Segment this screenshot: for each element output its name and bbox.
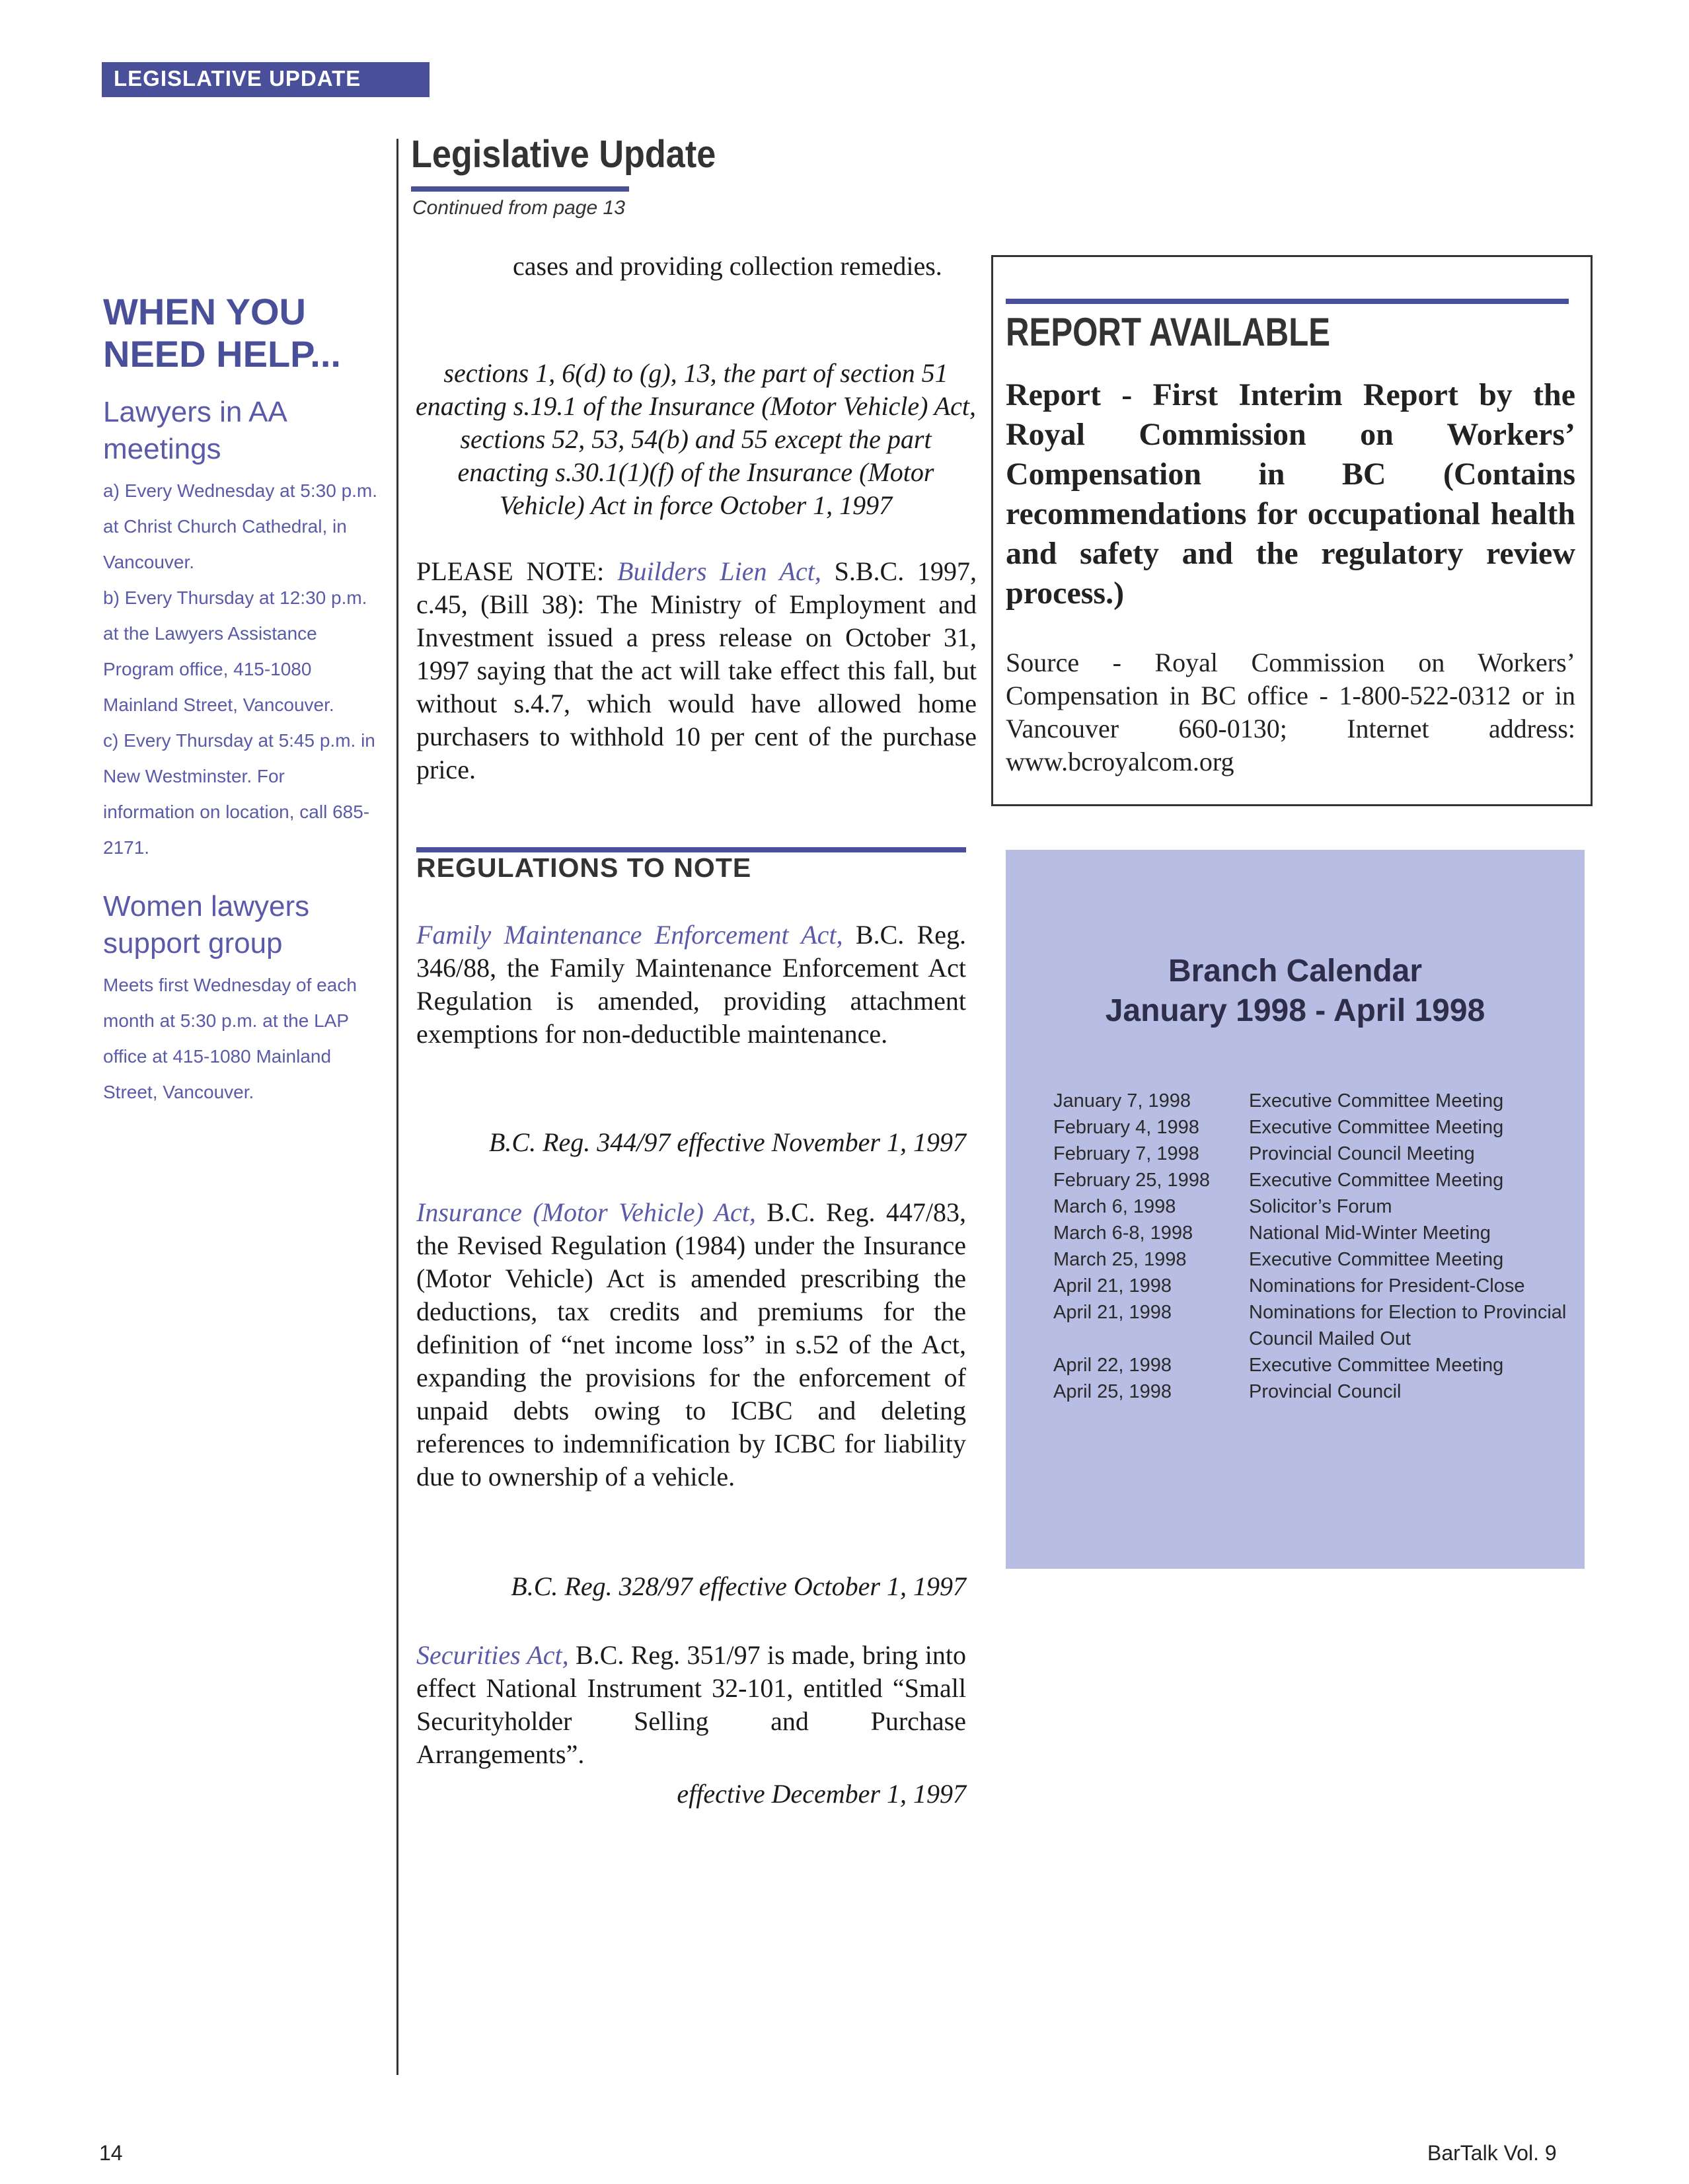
calendar-title [1006,952,1585,1031]
please-note-act: Builders Lien Act, [617,556,821,586]
sidebar-group-women [103,888,381,1110]
section-tag-rule [102,95,430,97]
regulation-text: B.C. Reg. 346/88, the Family Maintenance Enforcement Act Regulation is amended, providing attachment exemptions for non-deductible maintenance. [416,920,967,1049]
report-heading: REPORT AVAILABLE [1006,310,1331,354]
calendar-entry [1053,1299,1569,1352]
regulation-item [416,1196,966,1493]
calendar-event: Provincial Council [1249,1381,1402,1402]
calendar-date: February 4, 1998 [1053,1117,1199,1138]
calendar-date: March 6-8, 1998 [1053,1223,1193,1244]
calendar-entry [1053,1246,1569,1273]
regulations-rule [416,847,966,852]
calendar-title-line2: January 1998 - April 1998 [1105,993,1485,1028]
calendar-date: April 21, 1998 [1053,1275,1172,1297]
page-title: Legislative Update [411,133,716,176]
calendar-date: January 7, 1998 [1053,1090,1191,1111]
sidebar-item: b) Every Thursday at 12:30 p.m. at the Lawyers Assistance Program office, 415-1080 Mainland Street, Vancouver. [103,587,367,715]
sidebar-group-title: Women lawyers support group [103,890,310,960]
calendar-entry [1053,1193,1569,1220]
calendar-entry [1053,1352,1569,1378]
regulation-item [416,1639,966,1771]
calendar-date: April 25, 1998 [1053,1381,1172,1402]
calendar-event: Provincial Council Meeting [1249,1143,1475,1164]
sidebar-heading: WHEN YOU NEED HELP... [103,291,341,375]
calendar-event: Executive Committee Meeting [1249,1355,1504,1376]
regulation-effective: B.C. Reg. 328/97 effective October 1, 1997 [511,1571,966,1601]
sidebar-group-title: Lawyers in AA meetings [103,396,286,465]
calendar-event: Executive Committee Meeting [1249,1117,1504,1138]
calendar-title-line1: Branch Calendar [1168,954,1423,989]
regulation-item [416,919,966,1051]
sidebar-group-aa [103,394,381,866]
sidebar-item: a) Every Wednesday at 5:30 p.m. at Christ Church Cathedral, in Vancouver. [103,480,378,572]
calendar-event: National Mid-Winter Meeting [1249,1223,1491,1244]
regulation-act: Family Maintenance Enforcement Act, [416,920,843,950]
calendar-event: Executive Committee Meeting [1249,1170,1504,1191]
calendar-entry [1053,1141,1569,1167]
calendar-date: April 21, 1998 [1053,1302,1172,1323]
regulations-heading: REGULATIONS TO NOTE [416,852,752,883]
regulation-effective: B.C. Reg. 344/97 effective November 1, 1997 [488,1127,966,1157]
calendar-date: February 7, 1998 [1053,1143,1199,1164]
calendar-event: Executive Committee Meeting [1249,1090,1504,1111]
calendar-list [1053,1088,1569,1405]
page-number: 14 [99,2141,123,2165]
calendar-date: March 25, 1998 [1053,1249,1187,1270]
please-note-paragraph [416,555,977,786]
calendar-event: Executive Committee Meeting [1249,1249,1504,1270]
calendar-date: February 25, 1998 [1053,1170,1210,1191]
sidebar-help [103,291,381,1110]
calendar-date: March 6, 1998 [1053,1196,1176,1217]
calendar-entry [1053,1378,1569,1405]
report-description: Report - First Interim Report by the Royal Commission on Workers’ Compensation in BC (Contains recommendations for occupational health and safety and the regulatory review process.) [1006,377,1575,611]
column-divider [396,139,398,2075]
regulation-text: B.C. Reg. 351/97 is made, bring into effect National Instrument 32-101, entitled “Small Securityholder Selling and Purchase Arrangements”. [416,1640,967,1769]
please-note-label: PLEASE NOTE: [416,556,605,586]
report-rule [1006,299,1569,304]
section-tag: LEGISLATIVE UPDATE [102,62,430,95]
calendar-entry [1053,1220,1569,1246]
sidebar-item: c) Every Thursday at 5:45 p.m. in New Westminster. For information on location, call 685-2171. [103,730,375,858]
title-rule [411,186,629,192]
regulation-effective: effective December 1, 1997 [677,1779,966,1809]
calendar-event: Nominations for President-Close [1249,1275,1525,1297]
regulation-act: Securities Act, [416,1640,569,1670]
sections-in-force-text: sections 1, 6(d) to (g), 13, the part of section 51 enacting s.19.1 of the Insurance (Motor Vehicle) Act, sections 52, 53, 54(b) and 55 except the part enacting s.30.1(1)(f) of the Insurance (Motor Vehicle) Act in force October 1, 1997 [416,358,976,520]
please-note-text: S.B.C. 1997, c.45, (Bill 38): The Ministry of Employment and Investment issued a press release on October 31, 1997 saying that the act will take effect this fall, but without s.4.7, which would have allowed home purchasers to withhold 10 per cent of the purchase price. [416,556,977,784]
sidebar-item: Meets first Wednesday of each month at 5:30 p.m. at the LAP office at 415-1080 Mainland Street, Vancouver. [103,975,357,1102]
calendar-event: Nominations for Election to Provincial Council Mailed Out [1249,1302,1567,1349]
calendar-event: Solicitor’s Forum [1249,1196,1392,1217]
publication-name: BarTalk Vol. 9 [1427,2141,1557,2165]
regulation-act: Insurance (Motor Vehicle) Act, [416,1197,756,1227]
calendar-entry [1053,1167,1569,1193]
report-source: Source - Royal Commission on Workers’ Compensation in BC office - 1-800-522-0312 or in Vancouver 660-0130; Internet address: www.bcroyalcom.org [1006,648,1575,776]
continuation-text: cases and providing collection remedies. [513,251,942,281]
regulation-text: B.C. Reg. 447/83, the Revised Regulation (1984) under the Insurance (Motor Vehicle) Act is amended prescribing the deductions, tax credits and premiums for the definition of “net income loss” in s.52 of the Act, expanding the provisions for the enforcement of unpaid debts owing to ICBC and deleting references to indemnification by ICBC for liability due to ownership of a vehicle. [416,1197,967,1491]
continued-from-label: Continued from page 13 [412,197,625,219]
calendar-entry [1053,1088,1569,1114]
calendar-entry [1053,1114,1569,1141]
calendar-entry [1053,1273,1569,1299]
calendar-date: April 22, 1998 [1053,1355,1172,1376]
